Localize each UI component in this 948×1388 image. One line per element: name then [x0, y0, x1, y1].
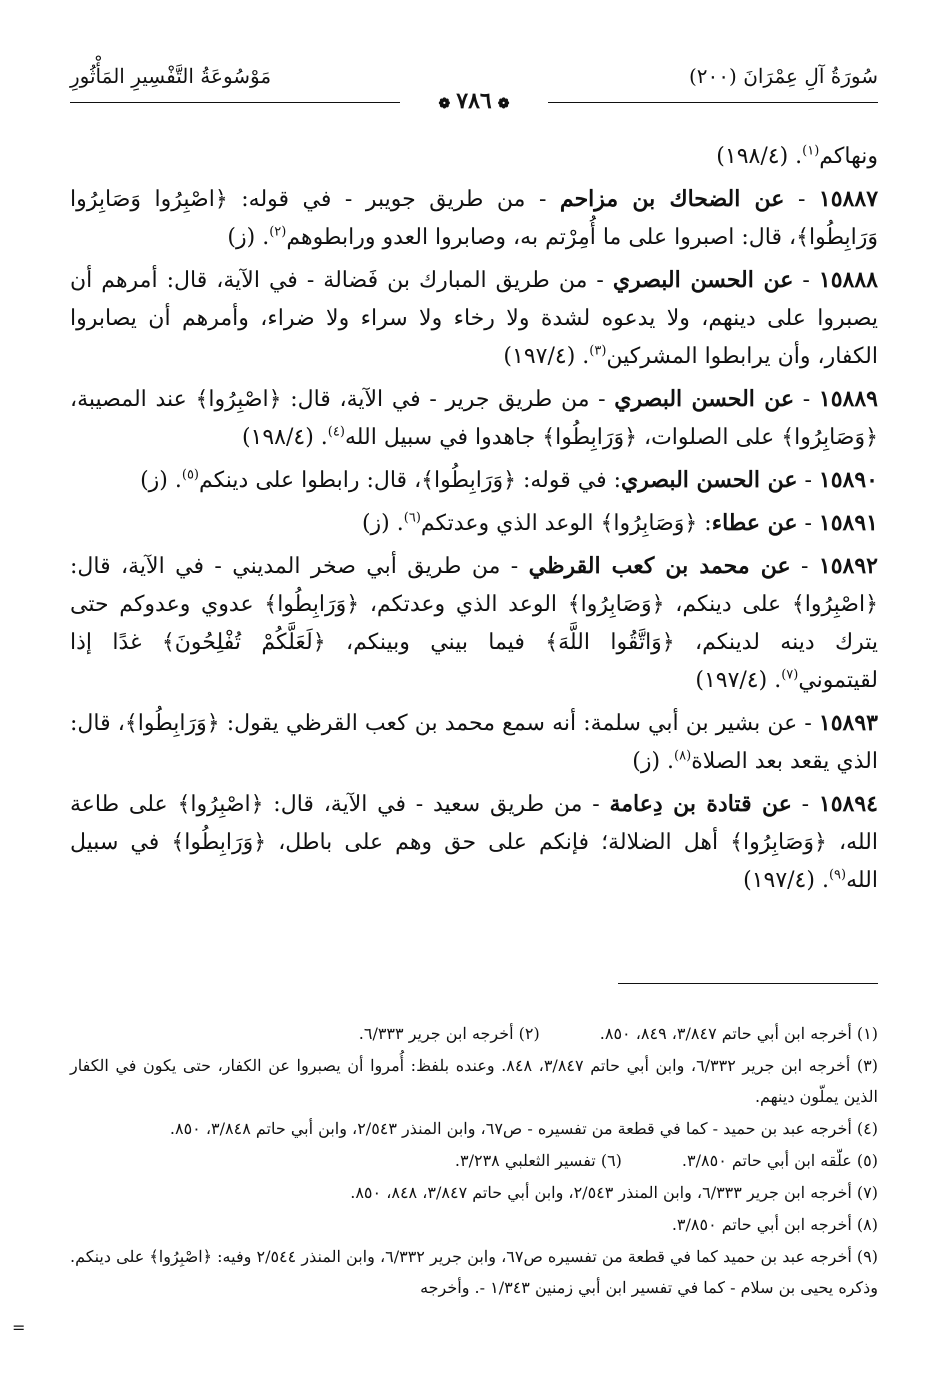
narration-entry: ١٥٨٨٨ - عن الحسن البصري - من طريق المبارك بن فَضالة - في الآية، قال: أمرهم أن يصبروا على دينهم، ولا يدعوه لشدة ولا رخاء ولا سراء ولا ضراء، وأمرهم أن يصابروا الكفار، وأن يرابطوا المشركين$^{(٣)}$. (١٩٧/٤) [70, 267, 878, 369]
entry-number: ١٥٨٨٧ [818, 186, 879, 212]
narrator-name: عن الحسن البصري [621, 467, 798, 493]
entry-number: ١٥٨٩٤ [818, 791, 878, 817]
ornament-icon: ❁ [438, 96, 451, 112]
narrator-name: عن الحسن البصري [612, 267, 794, 293]
footnote-pair [70, 1145, 878, 1176]
narrator-name: عن الضحاك بن مزاحم [559, 186, 785, 212]
narrator-name: عن محمد بن كعب القرظي [528, 553, 791, 579]
narrator-name: عن الحسن البصري [614, 386, 795, 412]
entry-number: ١٥٨٨٨ [818, 267, 878, 293]
narration-entry: ١٥٨٩١ - عن عطاء: ﴿وَصَابِرُوا﴾ الوعد الذي وعدتكم$^{(٦)}$. (ز) [361, 510, 878, 536]
surah-title: سُورَةُ آلِ عِمْرَانَ (٢٠٠) [688, 64, 878, 88]
entry-text: - من طريق أبي صخر المديني - في الآية، قال: ﴿اصْبِرُوا﴾ على دينكم، ﴿وَصَابِرُوا﴾ الوعد الذي وعدتكم، ﴿وَرَابِطُوا﴾ عدوي وعدوكم حتى يترك دينه لدينكم، ﴿وَاتَّقُوا اللَّهَ﴾ فيما بيني وبينكم، ﴿لَعَلَّكُمْ تُفْلِحُونَ﴾ غدًا إذا لقيتموني [70, 554, 878, 693]
footnote-3: (٣) أخرجه ابن جرير ٦/٣٣٢، وابن أبي حاتم ٣/٨٤٧، ٨٤٨. وعنده بلفظ: أُمروا أن يصبروا عن الكفار، حتى يكون في الكفار الذين يملّون دينهم. [70, 1056, 879, 1106]
entry-number: ١٥٨٩٣ [818, 710, 878, 736]
entry-text: عن بشير بن أبي سلمة: أنه سمع محمد بن كعب القرظي يقول: ﴿وَرَابِطُوا﴾، قال: الذي يقعد بعد الصلاة [70, 711, 878, 774]
entry-text: : في قوله: ﴿وَرَابِطُوا﴾، قال: رابطوا على دينكم [199, 468, 621, 493]
narration-entry: ١٥٨٨٧ - عن الضحاك بن مزاحم - من طريق جويبر - في قوله: ﴿اصْبِرُوا وَصَابِرُوا وَرَابِطُوا﴾، قال: اصبروا على ما أُمِرْتم به، وصابروا العدو ورابطوهم$^{(٢)}$. (ز) [70, 186, 879, 250]
footnote-2: (٢) أخرجه ابن جرير ٦/٣٣٣. [358, 1024, 540, 1043]
narration-entry: ١٥٨٨٩ - عن الحسن البصري - من طريق جرير - في الآية، قال: ﴿اصْبِرُوا﴾ عند المصيبة، ﴿وَصَابِرُوا﴾ على الصلوات، ﴿وَرَابِطُوا﴾ جاهدوا في سبيل الله$^{(٤)}$. (١٩٨/٤) [70, 386, 878, 450]
narrator-name: عن عطاء [711, 510, 798, 536]
narration-entry: ١٥٨٩٠ - عن الحسن البصري: في قوله: ﴿وَرَابِطُوا﴾، قال: رابطوا على دينكم$^{(٥)}$. (ز) [140, 467, 878, 493]
main-text [70, 138, 878, 904]
entry-text: - من طريق جويبر - في قوله: ﴿اصْبِرُوا وَصَابِرُوا وَرَابِطُوا﴾، قال: اصبروا على ما أُمِرْتم به، وصابروا العدو ورابطوهم [70, 187, 878, 250]
entry-number: ١٥٨٩٢ [818, 553, 878, 579]
narration-entry: ١٥٨٩٢ - عن محمد بن كعب القرظي - من طريق أبي صخر المديني - في الآية، قال: ﴿اصْبِرُوا﴾ على دينكم، ﴿وَصَابِرُوا﴾ الوعد الذي وعدتكم، ﴿وَرَابِطُوا﴾ عدوي وعدوكم حتى يترك دينه لدينكم، ﴿وَاتَّقُوا اللَّهَ﴾ فيما بيني وبينكم، ﴿لَعَلَّكُمْ تُفْلِحُونَ﴾ غدًا إذا لقيتموني$^{(٧)}$. (١٩٧/٤) [70, 553, 878, 693]
footnote-8: (٨) أخرجه ابن أبي حاتم ٣/٨٥٠. [671, 1215, 878, 1234]
narration-entry: ١٥٨٩٣ - عن بشير بن أبي سلمة: أنه سمع محمد بن كعب القرظي يقول: ﴿وَرَابِطُوا﴾، قال: الذي يقعد بعد الصلاة$^{(٨)}$. (ز) [70, 710, 878, 774]
footnote-pair [70, 1018, 878, 1049]
footnote-1: (١) أخرجه ابن أبي حاتم ٣/٨٤٧، ٨٤٩، ٨٥٠. [599, 1024, 878, 1043]
entry-number: ١٥٨٩٠ [818, 467, 878, 493]
page-number: ❁٧٨٦❁ [438, 88, 510, 114]
footnotes [70, 1018, 878, 1304]
entry-text: - من طريق جرير - في الآية، قال: ﴿اصْبِرُوا﴾ عند المصيبة، ﴿وَصَابِرُوا﴾ على الصلوات، ﴿وَرَابِطُوا﴾ جاهدوا في سبيل الله [70, 387, 878, 450]
intro-line: ونهاكم$^{(١)}$. (١٩٨/٤) [716, 143, 878, 169]
narration-entry: ١٥٨٩٤ - عن قتادة بن دِعامة - من طريق سعيد - في الآية، قال: ﴿اصْبِرُوا﴾ على طاعة الله، ﴿وَصَابِرُوا﴾ أهل الضلالة؛ فإنكم على حق وهم على باطل، ﴿وَرَابِطُوا﴾ في سبيل الله$^{(٩)}$. (١٩٧/٤) [70, 791, 878, 893]
narrator-name: عن قتادة بن دِعامة [609, 791, 792, 817]
continuation-mark: = [12, 1318, 26, 1337]
footnote-7: (٧) أخرجه ابن جرير ٦/٣٣٣، وابن المنذر ٢/٥٤٣، وابن أبي حاتم ٣/٨٤٧، ٨٤٨، ٨٥٠. [350, 1183, 878, 1202]
entry-text: - من طريق المبارك بن فَضالة - في الآية، قال: أمرهم أن يصبروا على دينهم، ولا يدعوه لشدة ولا رخاء ولا سراء ولا ضراء، وأمرهم أن يصابروا الكفار، وأن يرابطوا المشركين [70, 268, 878, 369]
entry-number: ١٥٨٩١ [818, 510, 878, 536]
ornament-icon: ❁ [497, 96, 510, 112]
entry-number: ١٥٨٨٩ [818, 386, 878, 412]
page-header [70, 60, 878, 114]
footnote-9: (٩) أخرجه عبد بن حميد كما في قطعة من تفسيره ص٦٧، وابن جرير ٦/٣٣٢، وابن المنذر ٢/٥٤٤ وفيه: ﴿اصْبِرُوا﴾ على دينكم. وذكره يحيى بن سلام - كما في تفسير ابن أبي زمنين ١/٣٤٣ -. وأخرجه [70, 1247, 879, 1297]
footnote-6: (٦) تفسير الثعلبي ٣/٢٣٨. [454, 1151, 622, 1170]
footnote-5: (٥) علّقه ابن أبي حاتم ٣/٨٥٠. [681, 1151, 878, 1170]
entry-text: - من طريق سعيد - في الآية، قال: ﴿اصْبِرُوا﴾ على طاعة الله، ﴿وَصَابِرُوا﴾ أهل الضلالة؛ فإنكم على حق وهم على باطل، ﴿وَرَابِطُوا﴾ في سبيل الله [70, 792, 878, 893]
header-rule-left [70, 102, 400, 103]
entry-text: : ﴿وَصَابِرُوا﴾ الوعد الذي وعدتكم [420, 511, 712, 536]
header-rule-right [548, 102, 878, 103]
book-title: مَوْسُوعَةُ التَّفْسِيرِ المَأْثُورِ [70, 64, 272, 88]
footnote-4: (٤) أخرجه عبد بن حميد - كما في قطعة من تفسيره - ص٦٧، وابن المنذر ٢/٥٤٣، وابن أبي حاتم ٣/٨٤٨، ٨٥٠. [169, 1119, 878, 1138]
